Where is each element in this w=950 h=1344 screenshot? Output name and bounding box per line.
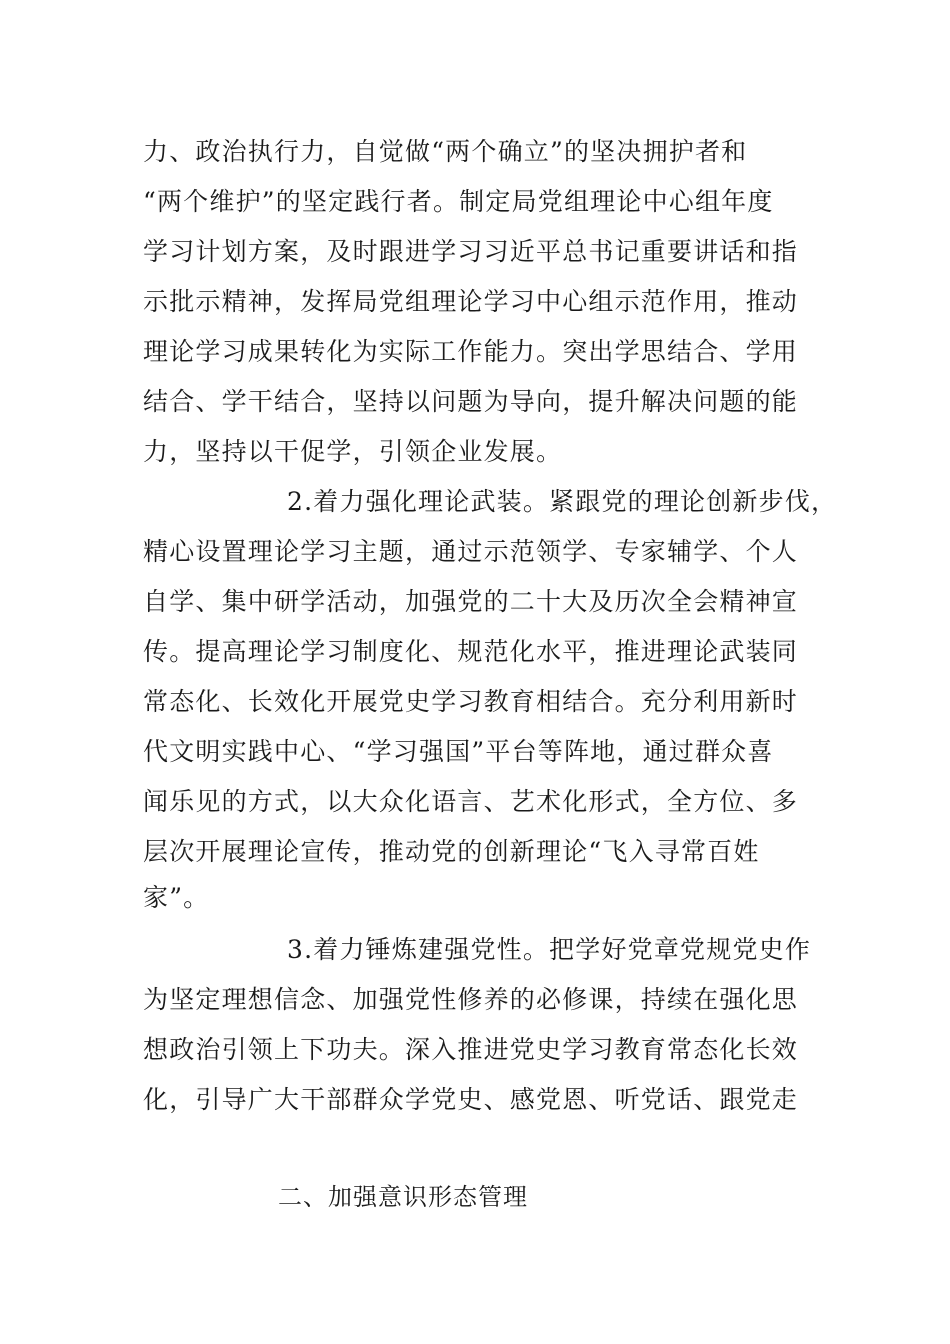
text-line: 代文明实践中心、“学习强国”平台等阵地，通过群众喜	[143, 737, 774, 766]
paragraph-3-first-line: 3.着力锤炼建强党性。把学好党章党规党史作	[287, 935, 812, 964]
text-line: 常态化、长效化开展党史学习教育相结合。充分利用新时	[143, 687, 799, 716]
text-line: 精心设置理论学习主题，通过示范领学、专家辅学、个人	[143, 537, 799, 566]
text-line: 想政治引领上下功夫。深入推进党史学习教育常态化长效	[143, 1035, 799, 1064]
text-line: 层次开展理论宣传，推动党的创新理论“飞入寻常百姓	[143, 837, 760, 866]
text-line: 化，引导广大干部群众学党史、感党恩、听党话、跟党走	[143, 1085, 799, 1114]
text-line: 传。提高理论学习制度化、规范化水平，推进理论武装同	[143, 637, 799, 666]
text-line: 学习计划方案，及时跟进学习习近平总书记重要讲话和指	[143, 237, 799, 266]
text-line: 力，坚持以干促学，引领企业发展。	[143, 437, 563, 466]
text-line: 家”。	[143, 883, 210, 912]
text-line: 闻乐见的方式，以大众化语言、艺术化形式，全方位、多	[143, 787, 799, 816]
text-line: “两个维护”的坚定践行者。制定局党组理论中心组年度	[143, 187, 774, 216]
text-line: 为坚定理想信念、加强党性修养的必修课，持续在强化思	[143, 985, 799, 1014]
text-line: 自学、集中研学活动，加强党的二十大及历次全会精神宣	[143, 587, 799, 616]
text-line: 示批示精神，发挥局党组理论学习中心组示范作用，推动	[143, 287, 799, 316]
text-line: 理论学习成果转化为实际工作能力。突出学思结合、学用	[143, 337, 799, 366]
paragraph-2-first-line: 2.着力强化理论武装。紧跟党的理论创新步伐，	[287, 487, 838, 516]
text-line: 结合、学干结合，坚持以问题为导向，提升解决问题的能	[143, 387, 799, 416]
text-line: 力、政治执行力，自觉做“两个确立”的坚决拥护者和	[143, 137, 748, 166]
section-heading: 二、加强意识形态管理	[278, 1183, 528, 1211]
